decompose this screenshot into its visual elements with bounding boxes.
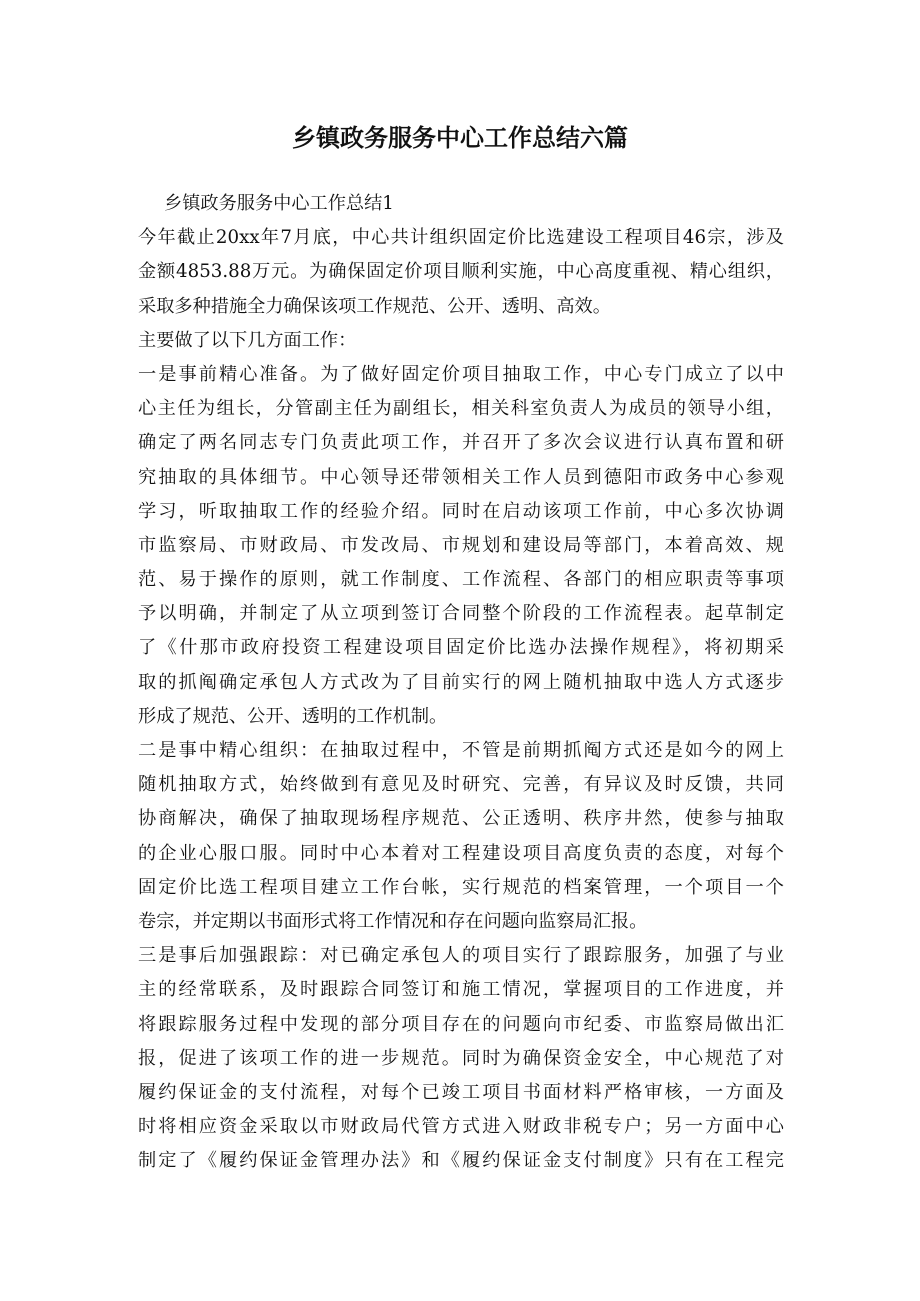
text-line: 时将相应资金采取以市财政局代管方式进入财政非税专户；另一方面中心: [138, 1116, 784, 1138]
text-line: 心主任为组长，分管副主任为副组长，相关科室负责人为成员的领导小组，: [138, 398, 784, 420]
text-line: 的企业心服口服。同时中心本着对工程建设项目高度负责的态度，对每个: [138, 842, 784, 864]
text-line: 履约保证金的支付流程，对每个已竣工项目书面材料严格审核，一方面及: [138, 1081, 784, 1103]
text-line: 固定价比选工程项目建立工作台帐，实行规范的档案管理，一个项目一个: [138, 876, 784, 898]
text-line: 制定了《履约保证金管理办法》和《履约保证金支付制度》只有在工程完: [138, 1150, 784, 1172]
text-line: 今年截止20xx年7月底，中心共计组织固定价比选建设工程项目46宗，涉及: [138, 227, 784, 249]
text-line: 究抽取的具体细节。中心领导还带领相关工作人员到德阳市政务中心参观: [138, 466, 784, 488]
text-line: 卷宗，并定期以书面形式将工作情况和存在问题向监察局汇报。: [138, 910, 648, 932]
text-line: 金额4853.88万元。为确保固定价项目顺利实施，中心高度重视、精心组织，: [138, 261, 784, 283]
text-line: 乡镇政务服务中心工作总结1: [164, 193, 394, 214]
text-line: 随机抽取方式，始终做到有意见及时研究、完善，有异议及时反馈，共同: [138, 774, 784, 796]
text-line: 确定了两名同志专门负责此项工作，并召开了多次会议进行认真布置和研: [138, 432, 784, 454]
text-line: 取的抓阄确定承包人方式改为了目前实行的网上随机抽取中选人方式逐步: [138, 671, 784, 693]
document-body: [138, 187, 784, 1178]
text-line: 三是事后加强跟踪：对已确定承包人的项目实行了跟踪服务，加强了与业: [138, 945, 784, 967]
text-line: 二是事中精心组织：在抽取过程中，不管是前期抓阄方式还是如今的网上: [138, 740, 784, 761]
text-line: 市监察局、市财政局、市发改局、市规划和建设局等部门，本着高效、规: [138, 534, 784, 556]
text-line: 主要做了以下几方面工作：: [138, 329, 357, 351]
text-line: 予以明确，并制定了从立项到签订合同整个阶段的工作流程表。起草制定: [138, 603, 784, 625]
text-line: 范、易于操作的原则，就工作制度、工作流程、各部门的相应职责等事项: [138, 569, 784, 591]
text-line: 一是事前精心准备。为了做好固定价项目抽取工作，中心专门成立了以中: [138, 363, 784, 385]
document-title: 乡镇政务服务中心工作总结六篇: [292, 124, 628, 152]
text-line: 将跟踪服务过程中发现的部分项目存在的问题向市纪委、市监察局做出汇: [138, 1013, 784, 1035]
text-line: 主的经常联系，及时跟踪合同签订和施工情况，掌握项目的工作进度，并: [138, 979, 784, 1001]
text-line: 形成了规范、公开、透明的工作机制。: [138, 705, 448, 727]
text-line: 协商解决，确保了抽取现场程序规范、公正透明、秩序井然，使参与抽取: [138, 808, 784, 830]
text-line: 报，促进了该项工作的进一步规范。同时为确保资金安全，中心规范了对: [138, 1047, 784, 1069]
text-line: 了《什那市政府投资工程建设项目固定价比选办法操作规程》，将初期采: [138, 637, 784, 659]
text-line: 采取多种措施全力确保该项工作规范、公开、透明、高效。: [138, 295, 611, 317]
text-line: 学习，听取抽取工作的经验介绍。同时在启动该项工作前，中心多次协调: [138, 500, 784, 522]
